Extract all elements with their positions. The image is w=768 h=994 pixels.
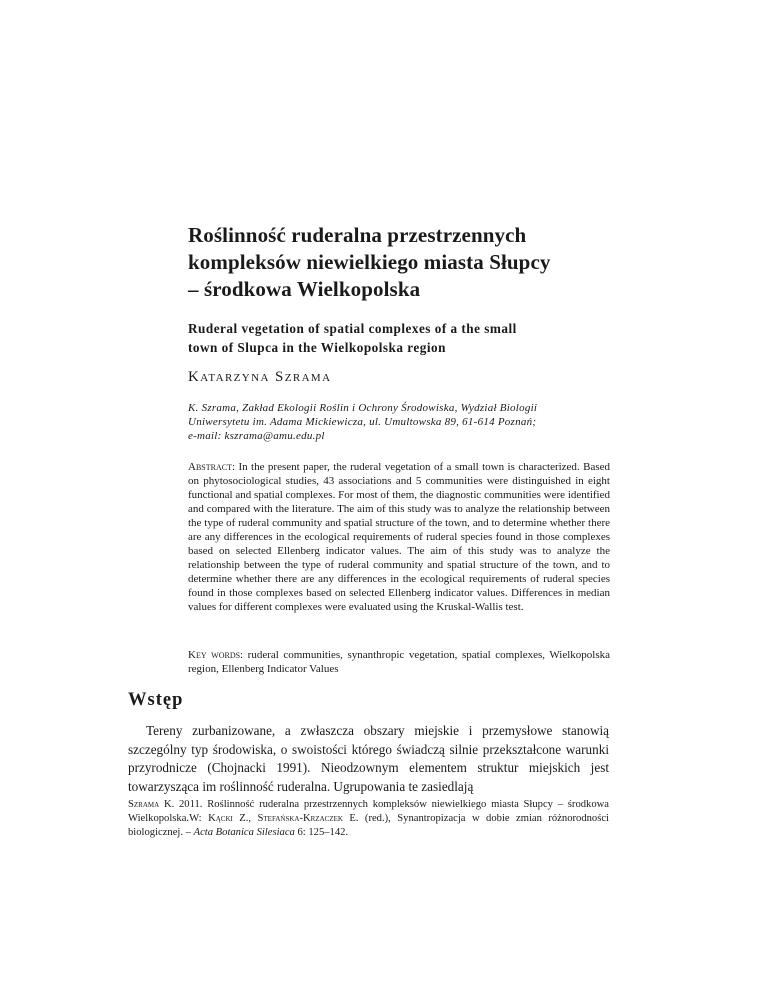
- citation-journal: Acta Botanica Silesiaca: [193, 827, 295, 838]
- citation-author: Szrama: [128, 799, 160, 810]
- body-paragraph: Tereny zurbanizowane, a zwłaszcza obszary miejskie i przemysłowe stanowią szczególny typ środowiska, o swoistości którego świadczą silnie przekształcone warunki przyrodnicze (Chojnacki 1991). Nieodzownym elementem struktur miejskich jest towarzysząca im roślinność ruderalna. Ugrupowania te zasiedlają: [128, 723, 609, 794]
- author-name: Katarzyna Szrama: [188, 369, 332, 385]
- abstract-label: Abstract:: [188, 461, 236, 473]
- affiliation-line: Uniwersytetu im. Adama Mickiewicza, ul. Umultowska 89, 61-614 Poznań;: [188, 416, 537, 428]
- article-title: [188, 222, 628, 303]
- keywords-text: ruderal communities, synanthropic vegetation, spatial complexes, Wielkopolska region, Ellenberg Indicator Values: [188, 649, 610, 675]
- citation-text: E. (red.), Synantropizacja w dobie zmian różnorodności biologicznej. –: [128, 813, 609, 838]
- citation-editor: Kącki: [208, 813, 233, 824]
- english-title: [188, 319, 608, 357]
- abstract: [188, 460, 610, 614]
- keywords: [188, 648, 610, 676]
- citation-text: K. 2011. Roślinność ruderalna przestrzennych kompleksów niewielkiego miasta Słupcy – środkowa Wielkopolska.W:: [128, 799, 609, 824]
- section-heading: Wstęp: [128, 690, 184, 710]
- citation-footer: [128, 798, 609, 840]
- citation-text: 6: 125–142.: [294, 827, 349, 838]
- english-title-line: Ruderal vegetation of spatial complexes of a the small: [188, 321, 517, 336]
- keywords-label: Key words:: [188, 649, 244, 661]
- author-affiliation: [188, 401, 537, 443]
- article-title-line: – środkowa Wielkopolska: [188, 277, 421, 301]
- article-title-line: Roślinność ruderalna przestrzennych: [188, 223, 527, 247]
- affiliation-line: e-mail: kszrama@amu.edu.pl: [188, 430, 325, 442]
- affiliation-line: K. Szrama, Zakład Ekologii Roślin i Ochrony Środowiska, Wydział Biologii: [188, 402, 538, 414]
- article-title-line: kompleksów niewielkiego miasta Słupcy: [188, 250, 551, 274]
- english-title-line: town of Slupca in the Wielkopolska region: [188, 340, 446, 355]
- abstract-text: In the present paper, the ruderal vegetation of a small town is characterized. Based on phytosociological studies, 43 associations and 5 communities were distinguished in eight functional and spatial complexes. For most of them, the diagnostic communities were identified and compared with the literature. The aim of this study was to analyze the relationship between the type of ruderal community and spatial structure of the town, and to determine whether there are any differences in the ecological requirements of ruderal species found in those complexes based on selected Ellenberg indicator values. The aim of this study was to analyze the relationship between the type of ruderal community and spatial structure of the town, and to determine whether there are any differences in the ecological requirements of ruderal species found in those complexes based on selected Ellenberg indicator values. Differences in median values for different complexes were evaluated using the Kruskal-Wallis test.: [188, 461, 610, 613]
- citation-editor: Stefańska-Krzaczek: [257, 813, 343, 824]
- citation-text: Z.,: [232, 813, 258, 824]
